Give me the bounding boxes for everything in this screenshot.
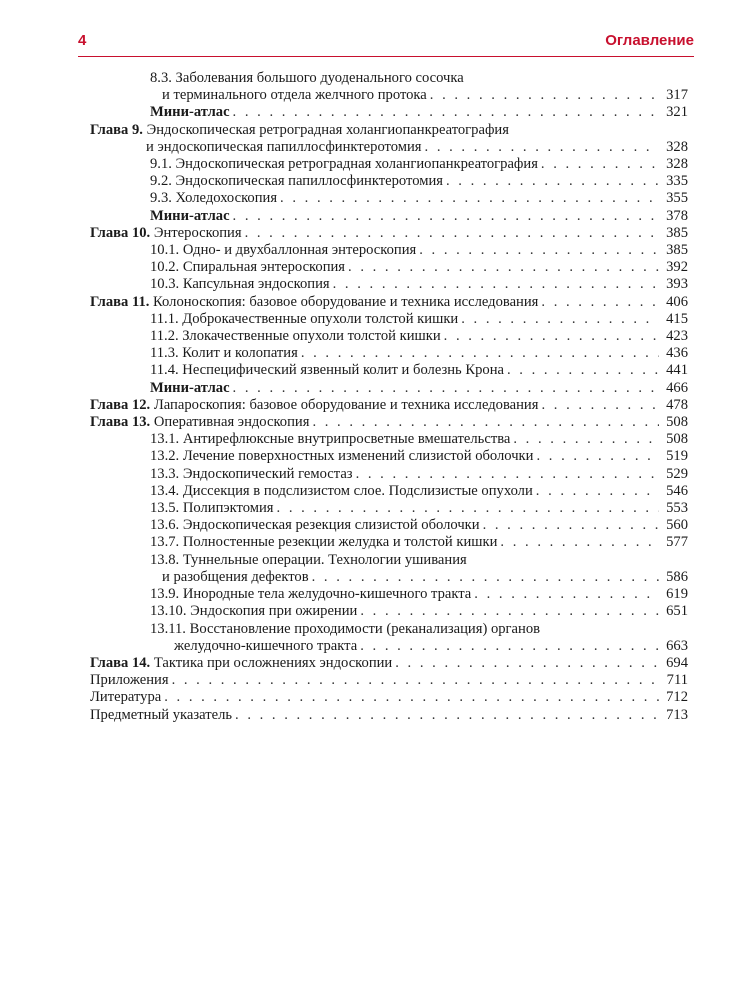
- toc-entry: [90, 517, 688, 534]
- dot-leader: [360, 603, 659, 620]
- dot-leader: [444, 328, 659, 345]
- dot-leader: [483, 517, 659, 534]
- toc-entry: [90, 603, 688, 620]
- dot-leader: [348, 259, 659, 276]
- mini-atlas-label: Мини-атлас: [150, 379, 230, 396]
- dot-leader: [333, 276, 659, 293]
- dot-leader: [474, 586, 659, 603]
- toc-entry: [90, 397, 688, 414]
- dot-leader: [500, 534, 659, 551]
- page-ref: 317: [666, 87, 688, 104]
- toc-entry: [90, 534, 688, 551]
- dot-leader: [245, 225, 659, 242]
- dot-leader: [461, 311, 659, 328]
- page-ref: 406: [666, 293, 688, 310]
- toc-entry-title: Предметный указатель: [90, 706, 233, 723]
- page-ref: 651: [666, 603, 688, 620]
- toc-entry-title: 11.1. Доброкачественные опухоли толстой кишки: [150, 310, 459, 327]
- toc-entry-title: 13.10. Эндоскопия при ожирении: [150, 603, 358, 620]
- toc-entry: [90, 70, 688, 104]
- toc-entry: [90, 448, 688, 465]
- toc-entry-title: 13.9. Инородные тела желудочно-кишечного тракта: [150, 586, 472, 603]
- page-ref: 328: [666, 156, 688, 173]
- page-ref: 508: [666, 431, 688, 448]
- toc-entry: [90, 190, 688, 207]
- toc-entry-title: 10.1. Одно- и двухбаллонная энтероскопия: [150, 242, 417, 259]
- page-ref: 441: [666, 362, 688, 379]
- toc-entry-title: и разобщения дефектов: [162, 568, 309, 585]
- page-ref: 392: [666, 259, 688, 276]
- chapter-number: Глава 10.: [90, 224, 151, 241]
- dot-leader: [419, 242, 659, 259]
- page-ref: 335: [666, 173, 688, 190]
- page-ref: 560: [666, 517, 688, 534]
- page-ref: 385: [666, 242, 688, 259]
- dot-leader: [233, 208, 659, 225]
- chapter-number: Глава 14.: [90, 654, 151, 671]
- page-ref: 355: [666, 190, 688, 207]
- toc-entry-title: 9.1. Эндоскопическая ретроградная холангиопанкреатография: [150, 156, 538, 173]
- toc-entry-title: 9.3. Холедохоскопия: [150, 190, 278, 207]
- toc-entry: [90, 173, 688, 190]
- toc-entry: [90, 156, 688, 173]
- toc-entry: [90, 380, 688, 397]
- toc-entry: [90, 104, 688, 121]
- page-ref: 586: [666, 568, 688, 585]
- page-ref: 508: [666, 414, 688, 431]
- page-ref: 423: [666, 328, 688, 345]
- toc-entry-title: желудочно-кишечного тракта: [174, 637, 358, 654]
- toc-entry: [90, 655, 688, 672]
- toc-entry: [90, 362, 688, 379]
- toc-entry: [90, 431, 688, 448]
- page-ref: 385: [666, 224, 688, 241]
- table-of-contents: [90, 70, 688, 724]
- toc-entry: [90, 552, 688, 586]
- toc-entry-title: Тактика при осложнениях эндоскопии: [153, 654, 393, 671]
- page-ref: 713: [666, 706, 688, 723]
- toc-entry-title: 13.7. Полностенные резекции желудка и толстой кишки: [150, 534, 498, 551]
- page-ref: 663: [666, 637, 688, 654]
- page-ref: 478: [666, 396, 688, 413]
- toc-entry: [90, 500, 688, 517]
- toc-entry-title: 10.3. Капсульная эндоскопия: [150, 276, 330, 293]
- toc-entry-title: Литература: [90, 689, 162, 706]
- dot-leader: [425, 139, 659, 156]
- page-ref: 466: [666, 379, 688, 396]
- dot-leader: [312, 414, 659, 431]
- page-ref: 619: [666, 586, 688, 603]
- page-ref: 694: [666, 654, 688, 671]
- dot-leader: [360, 638, 659, 655]
- page-number: 4: [78, 32, 87, 49]
- page-ref: 436: [666, 345, 688, 362]
- dot-leader: [172, 672, 659, 689]
- dot-leader: [541, 397, 659, 414]
- page-ref: 553: [666, 500, 688, 517]
- toc-entry-title: 10.2. Спиральная энтероскопия: [150, 259, 346, 276]
- dot-leader: [395, 655, 659, 672]
- toc-entry-title: Оперативная эндоскопия: [153, 414, 310, 431]
- dot-leader: [536, 483, 659, 500]
- toc-entry: [90, 672, 688, 689]
- toc-entry: [90, 689, 688, 706]
- dot-leader: [430, 87, 659, 104]
- toc-entry: [90, 414, 688, 431]
- toc-entry-title: 11.2. Злокачественные опухоли толстой кишки: [150, 328, 441, 345]
- page-header: [78, 30, 694, 57]
- toc-entry: [90, 242, 688, 259]
- toc-entry-title: и эндоскопическая папиллосфинктеротомия: [146, 138, 422, 155]
- dot-leader: [536, 448, 659, 465]
- toc-entry-title: Колоноскопия: базовое оборудование и техника исследования: [153, 293, 539, 310]
- dot-leader: [541, 294, 659, 311]
- chapter-number: Глава 13.: [90, 414, 151, 431]
- toc-entry-title: 13.4. Диссекция в подслизистом слое. Подслизистые опухоли: [150, 482, 533, 499]
- page-ref: 577: [666, 534, 688, 551]
- page-ref: 328: [666, 138, 688, 155]
- dot-leader: [507, 362, 659, 379]
- toc-entry: [90, 276, 688, 293]
- page-ref: 378: [666, 207, 688, 224]
- dot-leader: [513, 431, 659, 448]
- toc-entry-title: Энтероскопия: [153, 224, 242, 241]
- dot-leader: [277, 500, 659, 517]
- toc-entry-title: 11.4. Неспецифический язвенный колит и болезнь Крона: [150, 362, 504, 379]
- toc-entry: [90, 483, 688, 500]
- page-ref: 519: [666, 448, 688, 465]
- toc-entry-title: Лапароскопия: базовое оборудование и техника исследования: [153, 396, 539, 413]
- page-ref: 711: [666, 672, 688, 689]
- toc-entry: [90, 466, 688, 483]
- toc-entry-title: Приложения: [90, 672, 169, 689]
- page-ref: 546: [666, 482, 688, 499]
- toc-entry: [90, 294, 688, 311]
- page-ref: 415: [666, 310, 688, 327]
- toc-entry-title: 11.3. Колит и колопатия: [150, 345, 298, 362]
- toc-entry: [90, 586, 688, 603]
- toc-entry: [90, 328, 688, 345]
- dot-leader: [235, 707, 659, 724]
- chapter-number: Глава 11.: [90, 293, 150, 310]
- dot-leader: [301, 345, 659, 362]
- toc-entry-title: 13.6. Эндоскопическая резекция слизистой оболочки: [150, 517, 480, 534]
- toc-entry-title: 13.3. Эндоскопический гемостаз: [150, 465, 353, 482]
- mini-atlas-label: Мини-атлас: [150, 104, 230, 121]
- dot-leader: [164, 689, 659, 706]
- dot-leader: [233, 104, 659, 121]
- page-ref: 529: [666, 465, 688, 482]
- toc-entry: [90, 122, 688, 156]
- dot-leader: [233, 380, 659, 397]
- toc-entry-title: 9.2. Эндоскопическая папиллосфинктеротомия: [150, 173, 443, 190]
- dot-leader: [446, 173, 659, 190]
- toc-entry: [90, 707, 688, 724]
- toc-entry: [90, 208, 688, 225]
- chapter-number: Глава 9.: [90, 121, 143, 138]
- dot-leader: [280, 190, 659, 207]
- toc-entry-title: 13.1. Антирефлюксные внутрипросветные вмешательства: [150, 431, 511, 448]
- page-ref: 393: [666, 276, 688, 293]
- toc-entry: [90, 259, 688, 276]
- toc-entry-title: 13.8. Туннельные операции. Технологии ушивания: [150, 551, 467, 568]
- chapter-number: Глава 12.: [90, 396, 151, 413]
- toc-entry-title: 8.3. Заболевания большого дуоденального сосочка: [150, 70, 464, 86]
- dot-leader: [356, 466, 659, 483]
- dot-leader: [541, 156, 659, 173]
- toc-entry-title: 13.5. Полипэктомия: [150, 500, 274, 517]
- dot-leader: [312, 569, 659, 586]
- toc-entry-title: 13.2. Лечение поверхностных изменений слизистой оболочки: [150, 448, 534, 465]
- section-title: Оглавление: [605, 32, 694, 49]
- page-ref: 712: [666, 689, 688, 706]
- page-ref: 321: [666, 104, 688, 121]
- mini-atlas-label: Мини-атлас: [150, 207, 230, 224]
- toc-entry: [90, 225, 688, 242]
- toc-entry-title: Эндоскопическая ретроградная холангиопанкреатография: [146, 121, 509, 138]
- toc-entry: [90, 345, 688, 362]
- toc-entry-title: и терминального отдела желчного протока: [162, 87, 427, 104]
- toc-entry: [90, 621, 688, 655]
- toc-entry: [90, 311, 688, 328]
- toc-entry-title: 13.11. Восстановление проходимости (реканализация) органов: [150, 620, 541, 637]
